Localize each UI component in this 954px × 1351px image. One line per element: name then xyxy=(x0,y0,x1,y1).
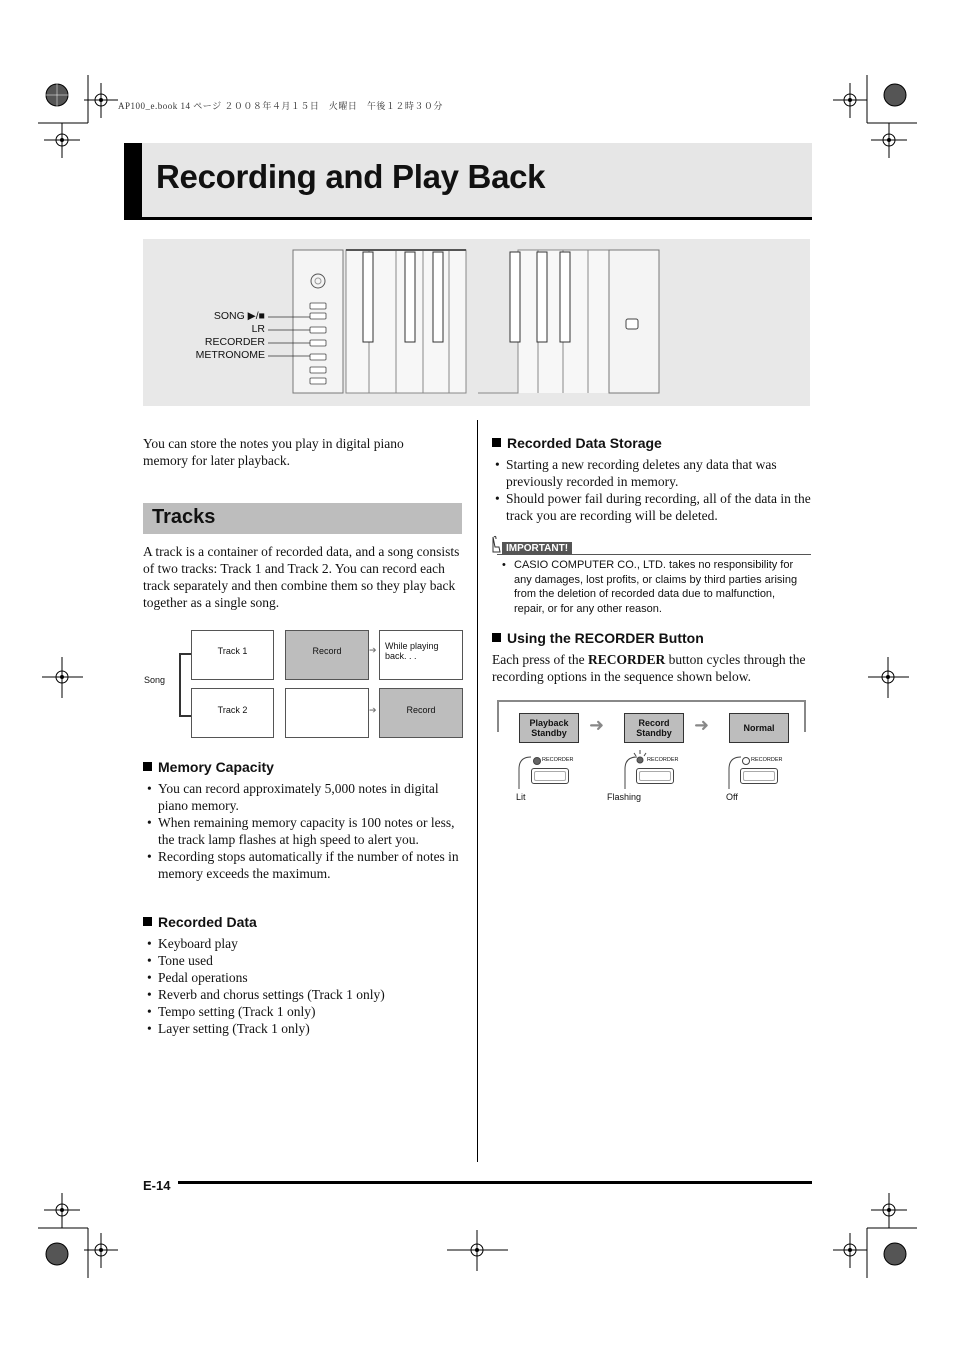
registration-mark-mid-left xyxy=(40,655,85,700)
recorder-button-illustration xyxy=(740,768,778,784)
recorder-button-paragraph: Each press of the RECORDER button cycles through the recording options in the sequence shown below. xyxy=(492,652,806,684)
label-metronome: METRONOME xyxy=(195,349,265,361)
page-number: E-14 xyxy=(143,1178,171,1193)
registration-mark-top-right xyxy=(817,75,917,170)
square-bullet-icon xyxy=(143,917,152,926)
recorder-emphasis: RECORDER xyxy=(587,652,666,667)
recorder-button-heading: Using the RECORDER Button xyxy=(492,630,704,646)
piano-illustration xyxy=(143,239,810,406)
list-item: • Should power fail during recording, all of the data in the track you are recording will be deleted. xyxy=(492,490,812,524)
registration-mark-bottom-right xyxy=(817,1193,917,1283)
recorder-button-illustration xyxy=(636,768,674,784)
tracks-paragraph: A track is a container of recorded data, and a song consists of two tracks: Track 1 and Track 2. You can record each track separately and then combine them so they play back together as a single song. xyxy=(143,544,460,610)
track2-box: Track 2 xyxy=(191,688,274,738)
label-song: SONG ▶/■ xyxy=(213,310,265,322)
registration-mark-bottom-center xyxy=(445,1228,510,1273)
recorded-data-heading: Recorded Data xyxy=(143,914,257,930)
list-item: • Recording stops automatically if the number of notes in memory exceeds the maximum. xyxy=(144,848,462,882)
lamp-flashing-icon xyxy=(632,749,648,765)
illustration-labels xyxy=(143,310,265,362)
registration-mark-mid-right xyxy=(866,655,911,700)
list-item: • Reverb and chorus settings (Track 1 only) xyxy=(144,986,462,1003)
list-item: • When remaining memory capacity is 100 notes or less, the track lamp flashes at high speed to alert you. xyxy=(144,814,462,848)
important-rule xyxy=(497,554,811,555)
right-arrow-icon: ➜ xyxy=(694,715,710,736)
lamp-caption-flashing: Flashing xyxy=(607,792,642,802)
list-item: • You can record approximately 5,000 notes in digital piano memory. xyxy=(144,780,462,814)
title-accent-bar xyxy=(124,143,142,220)
state-playback-standby: Playback Standby xyxy=(519,713,579,743)
list-item: • Pedal operations xyxy=(144,969,462,986)
page-title: Recording and Play Back xyxy=(156,158,546,195)
memory-capacity-heading: Memory Capacity xyxy=(143,759,274,775)
list-item: • Tempo setting (Track 1 only) xyxy=(144,1003,462,1020)
square-bullet-icon xyxy=(492,438,501,447)
arrow-icon: ➔ xyxy=(369,646,377,656)
lamp-caption-lit: Lit xyxy=(516,792,526,802)
storage-list xyxy=(492,456,812,524)
arrow-icon: ➔ xyxy=(369,706,377,716)
empty-box xyxy=(285,688,369,738)
registration-mark-bottom-left xyxy=(38,1193,158,1283)
square-bullet-icon xyxy=(143,762,152,771)
song-bracket xyxy=(179,653,191,717)
while-playing-box: While playing back. . . xyxy=(379,630,463,680)
right-arrow-icon: ➜ xyxy=(589,715,605,736)
record1-box: Record xyxy=(285,630,369,680)
important-text: CASIO COMPUTER CO., LTD. takes no responsibility for any damages, lost profits, or claims by third parties arising from the deletion of recorded data due to malfunction, repair, or for any other reason. xyxy=(514,559,798,615)
list-item: • Keyboard play xyxy=(144,935,462,952)
list-item: • Starting a new recording deletes any data that was previously recorded in memory. xyxy=(492,456,812,490)
label-recorder: RECORDER xyxy=(204,336,265,348)
state-record-standby: Record Standby xyxy=(624,713,684,743)
list-item: • Layer setting (Track 1 only) xyxy=(144,1020,462,1037)
bracket-curve xyxy=(513,755,533,790)
column-divider xyxy=(477,420,478,1162)
storage-heading: Recorded Data Storage xyxy=(492,435,662,451)
footer-rule xyxy=(178,1181,812,1184)
important-note: • CASIO COMPUTER CO., LTD. takes no responsibility for any damages, lost profits, or claims by third parties arising from the deletion of recorded data due to malfunction, repair, or for any other reason. xyxy=(502,559,798,615)
state-normal: Normal xyxy=(729,713,789,743)
recorder-button-illustration xyxy=(531,768,569,784)
square-bullet-icon xyxy=(492,633,501,642)
print-header: AP100_e.book 14 ページ ２００８年４月１５日 火曜日 午後１２時３０分 xyxy=(118,101,443,111)
lamp-off-icon xyxy=(742,757,750,765)
button-label: RECORDER xyxy=(542,757,574,763)
recorded-data-list xyxy=(144,935,462,1037)
track1-box: Track 1 xyxy=(191,630,274,680)
memory-capacity-list xyxy=(144,780,462,882)
record2-box: Record xyxy=(379,688,463,738)
list-item: • Tone used xyxy=(144,952,462,969)
button-label: RECORDER xyxy=(647,757,679,763)
lamp-lit-icon xyxy=(533,757,541,765)
button-label: RECORDER xyxy=(751,757,783,763)
intro-paragraph: You can store the notes you play in digital piano memory for later playback. xyxy=(143,436,404,468)
lamp-caption-off: Off xyxy=(726,792,738,802)
label-lr: LR xyxy=(251,323,265,335)
tracks-heading: Tracks xyxy=(152,506,216,528)
important-tag: IMPORTANT! xyxy=(502,542,572,555)
song-label: Song xyxy=(144,675,166,685)
